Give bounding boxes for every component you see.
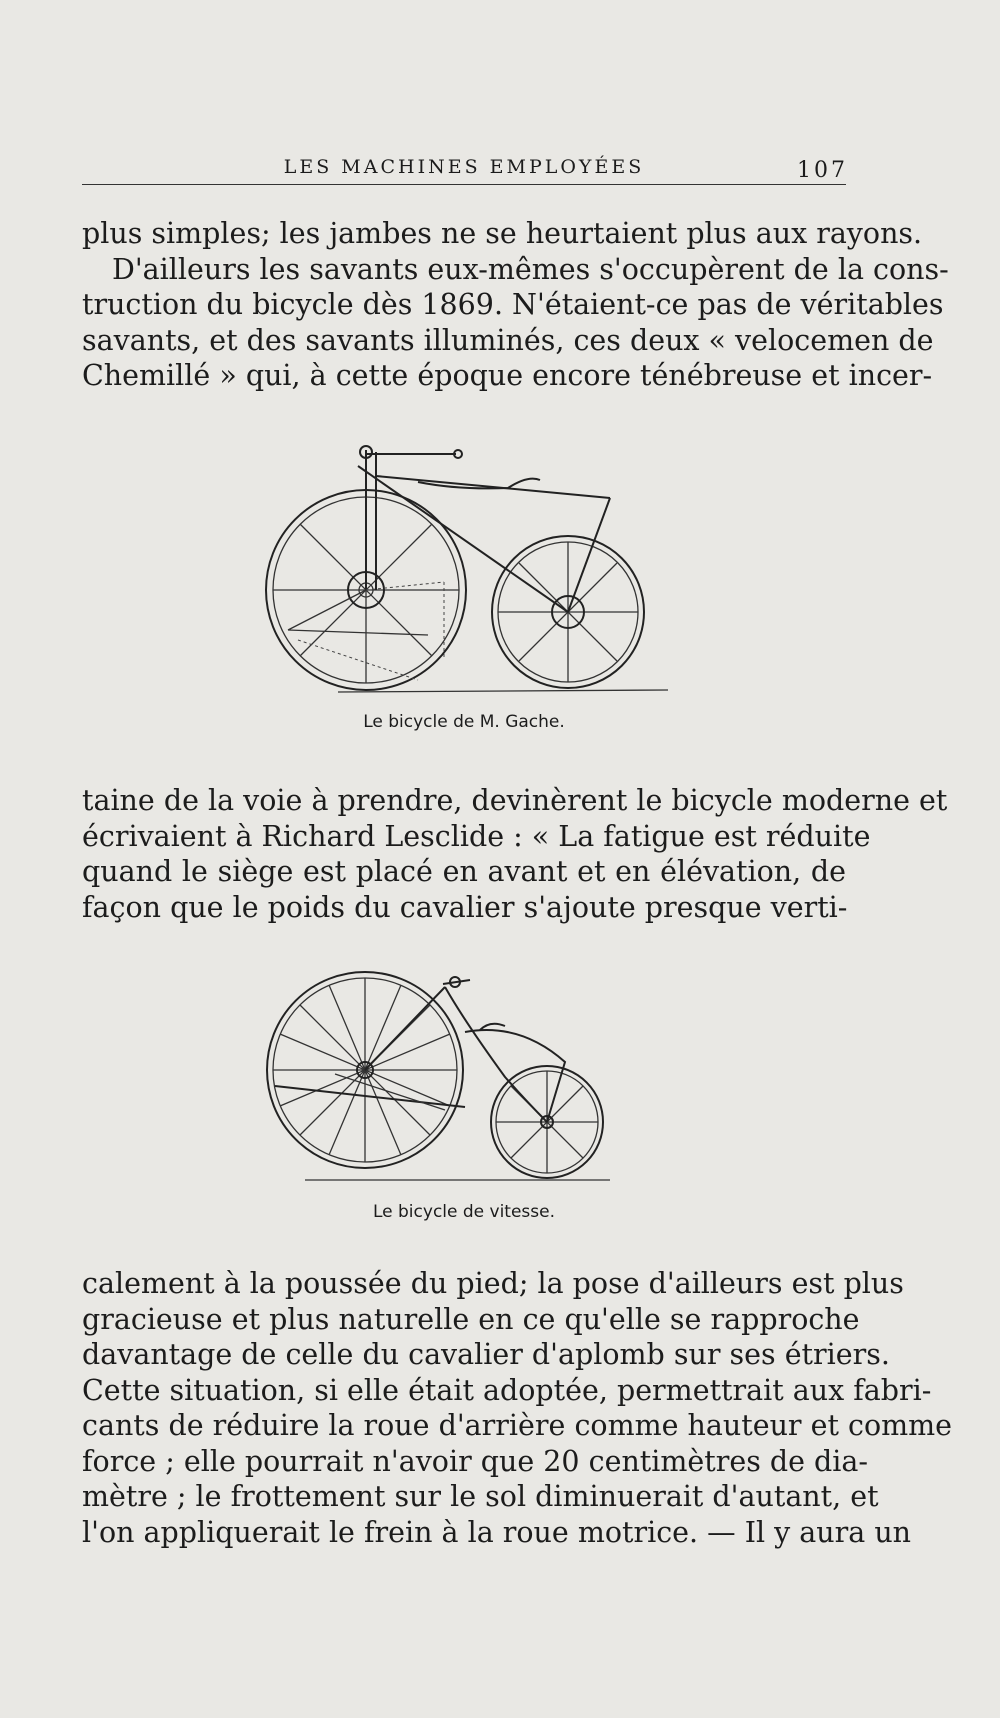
- text-line: écrivaient à Richard Lesclide : « La fatigue est réduite: [82, 819, 871, 853]
- text-line: calement à la poussée du pied; la pose d'ailleurs est plus: [82, 1267, 904, 1300]
- text-line: façon que le poids du cavalier s'ajoute presque verti-: [82, 890, 848, 924]
- text-line: davantage de celle du cavalier d'aplomb sur ses étriers.: [82, 1338, 890, 1371]
- text-line: cants de réduire la roue d'arrière comme hauteur et comme: [82, 1409, 953, 1442]
- figure-1-caption: Le bicycle de M. Gache.: [363, 712, 565, 732]
- text-line: Cette situation, si elle était adoptée, permettrait aux fabri-: [82, 1373, 932, 1407]
- paragraph-2: [82, 783, 948, 925]
- paragraph-3: [82, 1266, 953, 1550]
- text-line: taine de la voie à prendre, devinèrent le bicycle moderne et: [82, 784, 948, 817]
- text-line: savants, et des savants illuminés, ces deux « velocemen de: [82, 323, 934, 357]
- page-number: 107: [797, 158, 848, 183]
- text-line: force ; elle pourrait n'avoir que 20 centimètres de dia-: [82, 1444, 869, 1478]
- text-line: l'on appliquerait le frein à la roue motrice. — Il y aura un: [82, 1515, 912, 1549]
- figure-bicycle-gache: [258, 430, 668, 695]
- text-line: quand le siège est placé en avant et en élévation, de: [82, 855, 846, 888]
- paragraph-1: [82, 216, 949, 394]
- running-title: LES MACHINES EMPLOYÉES: [283, 156, 645, 178]
- text-line: D'ailleurs les savants eux-mêmes s'occupèrent de la cons-: [112, 252, 949, 286]
- text-line: Chemillé » qui, à cette époque encore ténébreuse et incer-: [82, 359, 933, 392]
- text-line: truction du bicycle dès 1869. N'étaient-ce pas de véritables: [82, 288, 944, 321]
- figure-bicycle-speed: [265, 962, 630, 1187]
- text-line: gracieuse et plus naturelle en ce qu'elle se rapproche: [82, 1302, 860, 1336]
- text-line: mètre ; le frottement sur le sol diminuerait d'autant, et: [82, 1480, 879, 1513]
- page-header: [82, 152, 846, 185]
- figure-2-caption: Le bicycle de vitesse.: [372, 1202, 556, 1222]
- text-line: plus simples; les jambes ne se heurtaient plus aux rayons.: [82, 217, 923, 250]
